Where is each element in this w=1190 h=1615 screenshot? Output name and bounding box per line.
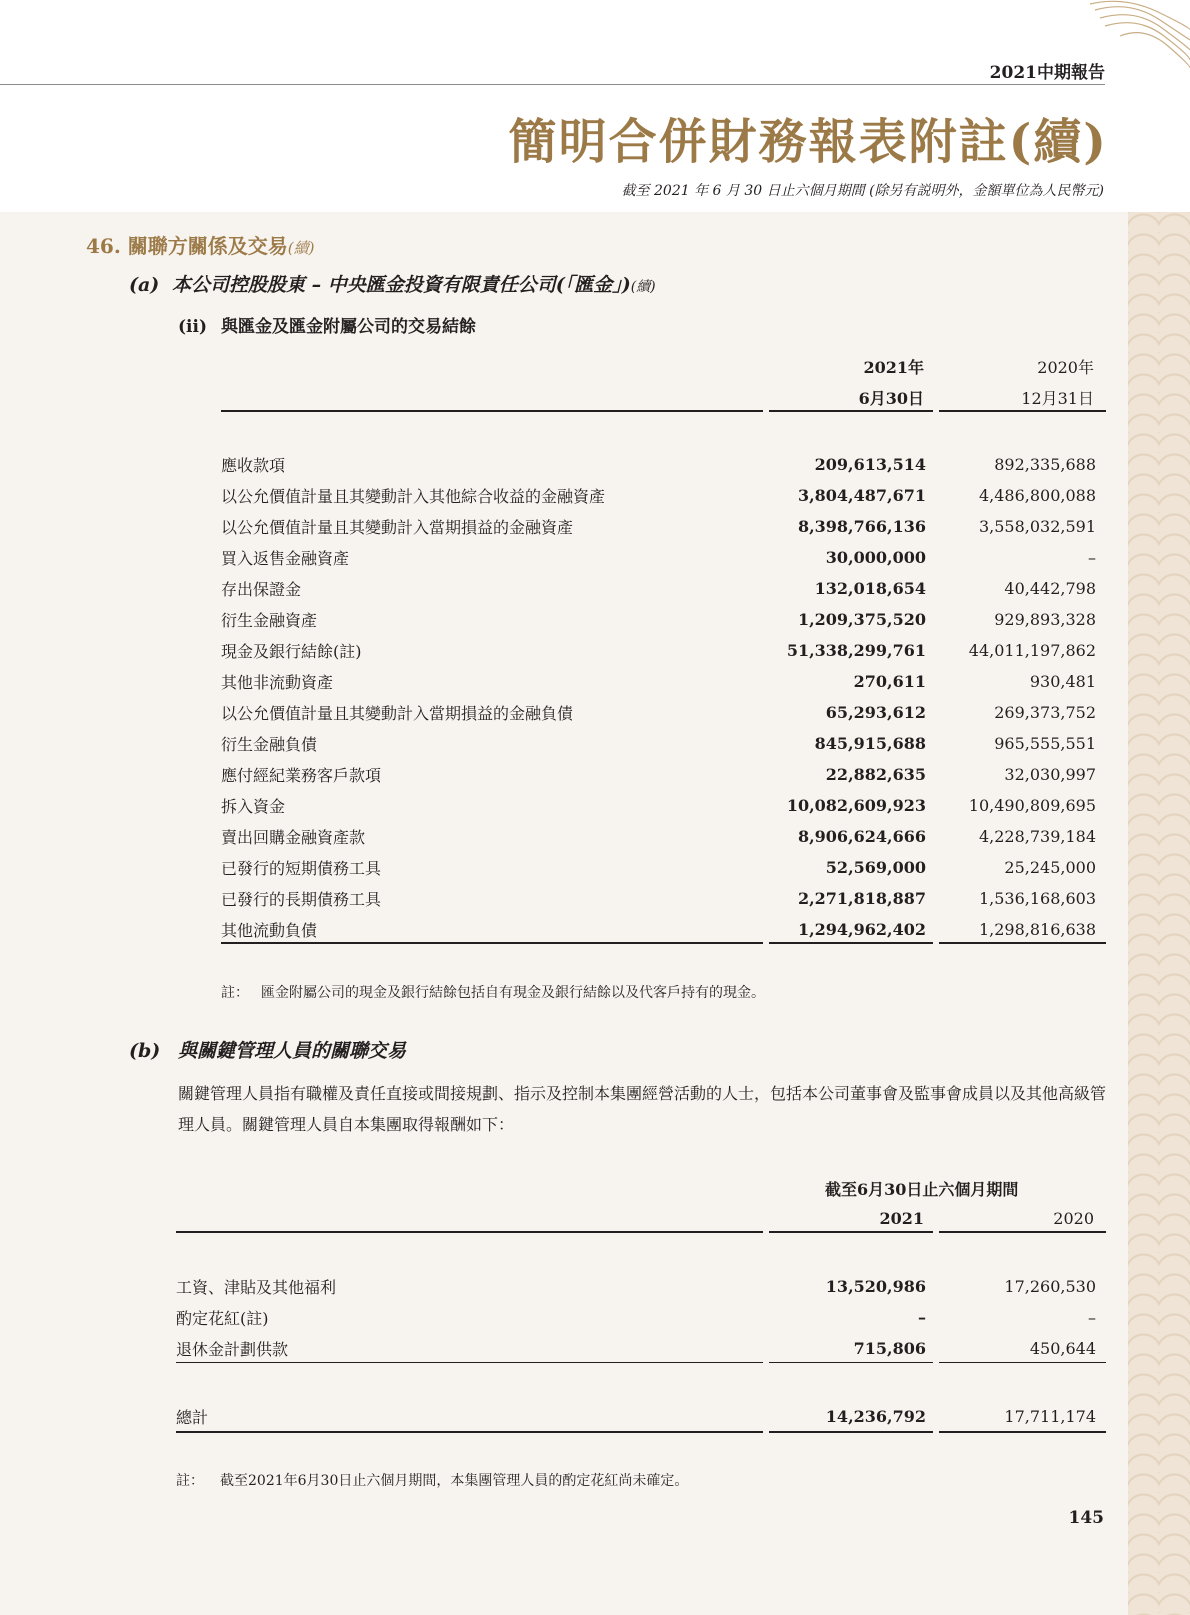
table-row [221, 449, 1106, 480]
table-row [176, 1271, 1106, 1302]
value-2021: 209,613,514 [814, 455, 926, 474]
row-label: 應付經紀業務客戶款項 [221, 766, 382, 785]
report-name: 2021中期報告 [989, 63, 1105, 83]
column-gap [763, 942, 769, 944]
table1-note-text: 匯金附屬公司的現金及銀行結餘包括自有現金及銀行結餘以及代客戶持有的現金。 [261, 985, 765, 1001]
value-2021: 65,293,612 [825, 703, 926, 722]
column-gap [763, 1231, 769, 1233]
table1-note-label: 註： [221, 985, 249, 1001]
value-2021: 30,000,000 [825, 548, 926, 567]
table2-note-text: 截至2021年6月30日止六個月期間，本集團管理人員的酌定花紅尚未確定。 [220, 1473, 689, 1489]
value-2020: 3,558,032,591 [978, 517, 1096, 536]
wave-ornament-icon [1090, 0, 1190, 70]
table1-col2-header-date: 12月31日 [1021, 389, 1094, 408]
value-2020: 930,481 [1029, 672, 1096, 691]
header-rule [0, 84, 1105, 85]
subsection-a-title: 本公司控股股東 – 中央匯金投資有限責任公司(「匯金」) [172, 274, 631, 296]
value-2020: 450,644 [1029, 1339, 1096, 1358]
table-row [221, 666, 1106, 697]
table-row [221, 728, 1106, 759]
value-2021: 2,271,818,887 [797, 889, 926, 908]
table2-note [176, 1470, 688, 1490]
column-gap [763, 1362, 769, 1363]
row-label: 拆入資金 [221, 797, 286, 816]
table2-col1-header: 2021 [879, 1209, 924, 1228]
value-2020: 40,442,798 [1004, 579, 1096, 598]
value-2020: 17,260,530 [1004, 1277, 1096, 1296]
value-2020: – [1088, 1308, 1096, 1327]
table-row [221, 759, 1106, 790]
value-2021: 51,338,299,761 [786, 641, 926, 660]
subsection-b-title: 與關鍵管理人員的關聯交易 [178, 1040, 407, 1062]
related-party-balances-table [221, 449, 1106, 945]
column-gap [933, 410, 939, 412]
table-row [221, 511, 1106, 542]
value-2020: – [1088, 548, 1096, 567]
value-2020: 892,335,688 [994, 455, 1096, 474]
page-subtitle: 截至 2021 年 6 月 30 日止六個月期間 (除另有説明外，金額單位為人民幣元) [621, 183, 1104, 199]
value-2021: 10,082,609,923 [786, 796, 926, 815]
table2-period-header: 截至6月30日止六個月期間 [825, 1180, 1019, 1199]
row-label: 其他非流動資產 [221, 673, 334, 692]
row-label: 存出保證金 [221, 580, 302, 599]
section-title: 關聯方關係及交易 [127, 234, 288, 258]
value-2021: 845,915,688 [814, 734, 926, 753]
table-row [221, 790, 1106, 821]
value-2020: 269,373,752 [994, 703, 1096, 722]
value-2021: 132,018,654 [814, 579, 926, 598]
value-2021: 13,520,986 [825, 1277, 926, 1296]
table2-header-rule [176, 1231, 1106, 1233]
subsection-a-label: (a) [129, 274, 160, 296]
table-row [221, 883, 1106, 914]
table1-header-rule [221, 410, 1106, 412]
table1-note [221, 982, 765, 1002]
table-row [176, 1302, 1106, 1333]
row-label: 賣出回購金融資產款 [221, 828, 366, 847]
total-2020: 17,711,174 [1004, 1407, 1096, 1426]
value-2021: – [918, 1308, 926, 1327]
subsection-b-paragraph: 關鍵管理人員指有職權及責任直接或間接規劃、指示及控制本集團經營活動的人士，包括本公司董事會及監事會成員以及其他高級管理人員。關鍵管理人員自本集團取得報酬如下： [178, 1084, 1107, 1134]
column-gap [933, 942, 939, 944]
subsection-ii-heading [178, 312, 476, 337]
value-2021: 270,611 [853, 672, 926, 691]
row-label: 工資、津貼及其他福利 [176, 1278, 337, 1297]
value-2021: 715,806 [853, 1339, 926, 1358]
value-2021: 8,906,624,666 [797, 827, 926, 846]
row-label: 其他流動負債 [221, 921, 318, 940]
value-2020: 44,011,197,862 [968, 641, 1096, 660]
row-label: 現金及銀行結餘(註) [221, 642, 362, 661]
total-label: 總計 [176, 1408, 209, 1427]
table2-subtotal-rule [176, 1362, 1106, 1363]
row-label: 酌定花紅(註) [176, 1309, 269, 1328]
column-gap [933, 1362, 939, 1363]
row-label: 已發行的長期債務工具 [221, 890, 382, 909]
column-gap [933, 1431, 939, 1433]
value-2021: 3,804,487,671 [797, 486, 926, 505]
value-2020: 10,490,809,695 [968, 796, 1096, 815]
table-row [221, 542, 1106, 573]
value-2021: 22,882,635 [825, 765, 926, 784]
subsection-a-heading [129, 270, 656, 297]
value-2020: 4,486,800,088 [978, 486, 1096, 505]
table-row [221, 821, 1106, 852]
section-heading [86, 230, 314, 259]
column-gap [763, 1431, 769, 1433]
row-label: 以公允價值計量且其變動計入當期損益的金融負債 [221, 704, 574, 723]
value-2020: 1,536,168,603 [978, 889, 1096, 908]
value-2021: 1,209,375,520 [797, 610, 926, 629]
key-management-compensation-table [176, 1271, 1106, 1364]
column-gap [763, 410, 769, 412]
value-2021: 52,569,000 [825, 858, 926, 877]
table-row [176, 1333, 1106, 1364]
row-label: 應收款項 [221, 456, 286, 475]
table-row [221, 852, 1106, 883]
value-2020: 4,228,739,184 [978, 827, 1096, 846]
row-label: 退休金計劃供款 [176, 1340, 289, 1359]
subsection-ii-label: (ii) [178, 317, 208, 337]
table-row [221, 914, 1106, 945]
table2-note-label: 註： [176, 1473, 204, 1489]
row-label: 已發行的短期債務工具 [221, 859, 382, 878]
value-2020: 32,030,997 [1004, 765, 1096, 784]
table2-total-rule [176, 1431, 1106, 1433]
section-continued: (續) [287, 239, 315, 257]
column-gap [933, 1231, 939, 1233]
page-title: 簡明合併財務報表附註(續) [508, 114, 1108, 170]
row-label: 以公允價值計量且其變動計入當期損益的金融資產 [221, 518, 574, 537]
decorative-side-pattern [1128, 212, 1190, 1615]
value-2020: 929,893,328 [994, 610, 1096, 629]
subsection-b-heading [129, 1036, 406, 1063]
value-2020: 965,555,551 [994, 734, 1096, 753]
table-row [221, 604, 1106, 635]
table-row [221, 635, 1106, 666]
key-management-total-row [176, 1401, 1106, 1432]
table-row [221, 573, 1106, 604]
table2-col2-header: 2020 [1053, 1209, 1094, 1228]
value-2020: 1,298,816,638 [978, 920, 1096, 939]
subsection-a-continued: (續) [630, 279, 656, 295]
table1-col2-header-year: 2020年 [1037, 358, 1094, 377]
row-label: 衍生金融資產 [221, 611, 318, 630]
page-number: 145 [1068, 1508, 1104, 1528]
table1-col1-header-date: 6月30日 [858, 389, 924, 408]
subsection-b-label: (b) [129, 1040, 161, 1062]
value-2020: 25,245,000 [1004, 858, 1096, 877]
table1-col1-header-year: 2021年 [863, 358, 924, 377]
table-row [221, 697, 1106, 728]
subsection-ii-title: 與匯金及匯金附屬公司的交易結餘 [221, 317, 476, 337]
total-2021: 14,236,792 [825, 1407, 926, 1426]
table1-bottom-rule [221, 942, 1106, 944]
value-2021: 8,398,766,136 [797, 517, 926, 536]
table-row [221, 480, 1106, 511]
row-label: 以公允價值計量且其變動計入其他綜合收益的金融資產 [221, 487, 606, 506]
value-2021: 1,294,962,402 [797, 920, 926, 939]
row-label: 買入返售金融資產 [221, 549, 350, 568]
row-label: 衍生金融負債 [221, 735, 318, 754]
section-number: 46. [86, 234, 121, 258]
